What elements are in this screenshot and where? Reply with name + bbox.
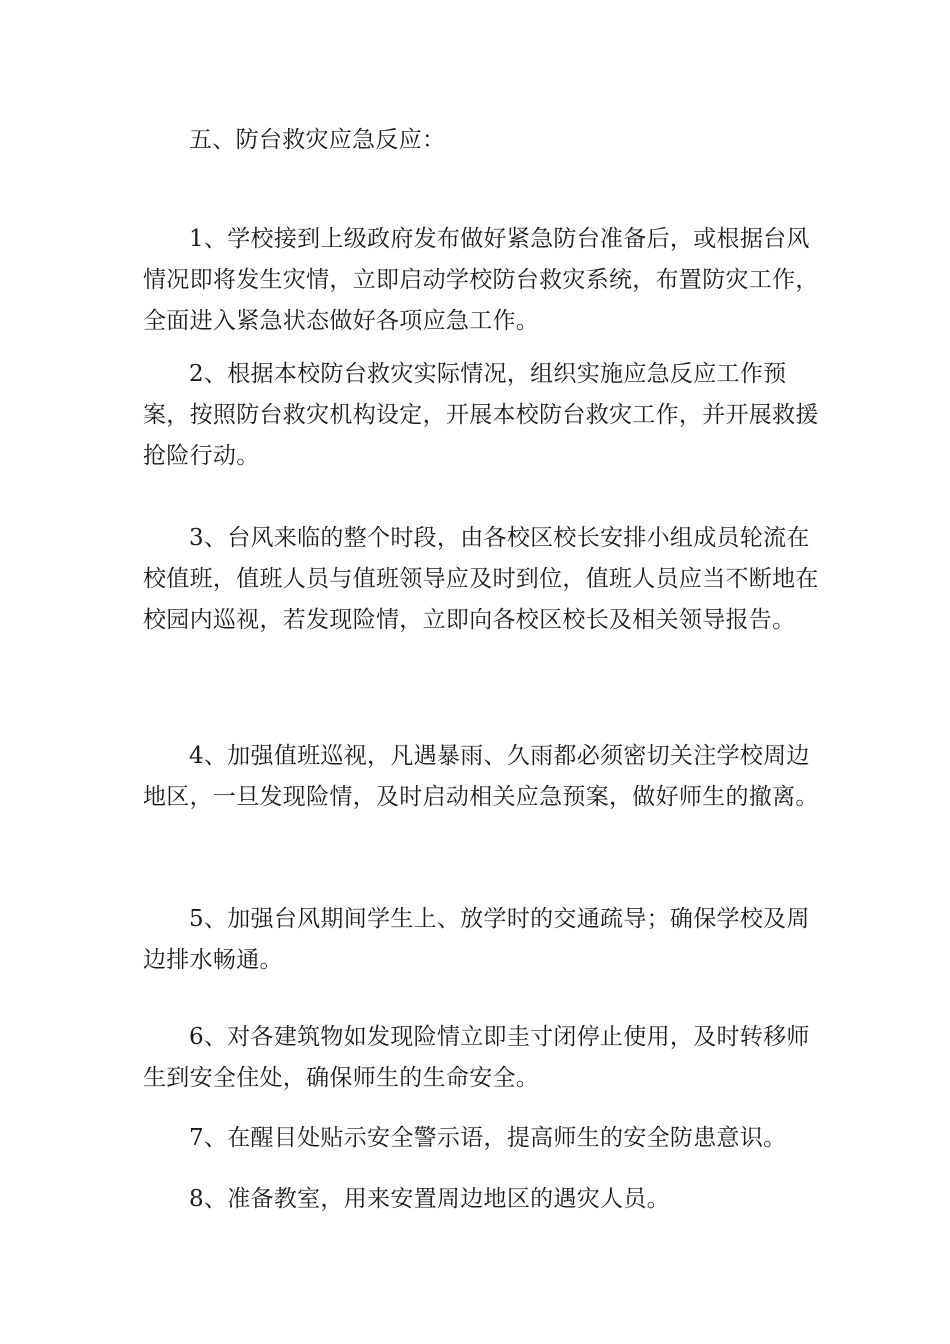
- paragraph-7: 7、在醒目处贴示安全警示语，提高师生的安全防患意识。: [189, 1125, 787, 1151]
- paragraph-1: 1、学校接到上级政府发布做好紧急防台准备后，或根据台风情况即将发生灾情，立即启动学校防台救灾系统，布置防灾工作，全面进入紧急状态做好各项应急工作。: [143, 226, 819, 334]
- paragraph-8: 8、准备教室，用来安置周边地区的遇灾人员。: [189, 1186, 670, 1212]
- paragraph-6: 6、对各建筑物如发现险情立即圭寸闭停止使用，及时转移师生到安全住处，确保师生的生命安全。: [143, 1024, 810, 1091]
- paragraph-2: 2、根据本校防台救灾实际情况，组织实施应急反应工作预案，按照防台救灾机构设定，开展本校防台救灾工作，并开展救援抢险行动。: [143, 361, 819, 469]
- section-heading: 五、防台救灾应急反应：: [189, 127, 446, 153]
- paragraph-4: 4、加强值班巡视，凡遇暴雨、久雨都必须密切关注学校周边地区，一旦发现险情，及时启动相关应急预案，做好师生的撤离。: [143, 743, 819, 810]
- paragraph-3: 3、台风来临的整个时段，由各校区校长安排小组成员轮流在校值班，值班人员与值班领导应及时到位，值班人员应当不断地在校园内巡视，若发现险情，立即向各校区校长及相关领导报告。: [143, 525, 819, 633]
- paragraph-5: 5、加强台风期间学生上、放学时的交通疏导；确保学校及周边排水畅通。: [143, 906, 810, 973]
